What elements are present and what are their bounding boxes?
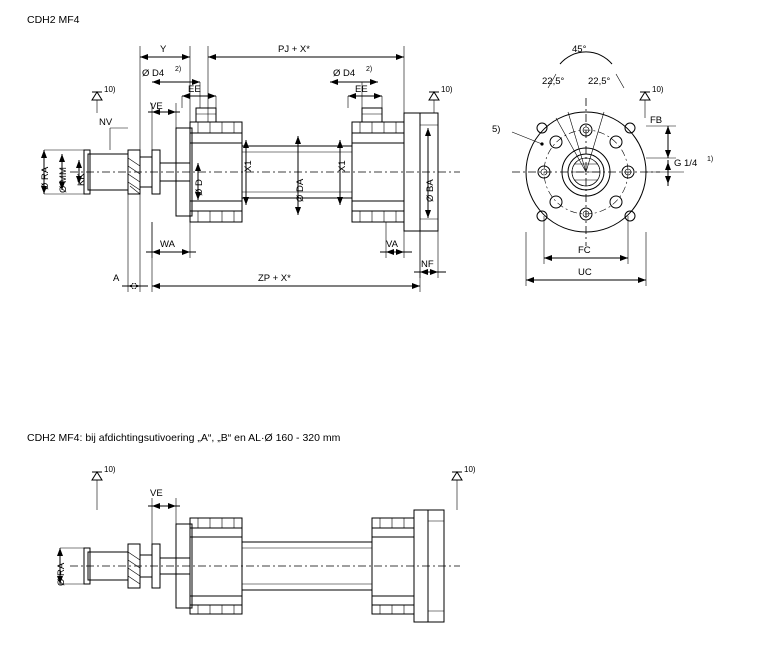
label-kk: KK — [76, 173, 87, 186]
label-d4-right-superscript: 2) — [366, 66, 373, 73]
label-ba: Ø BA — [425, 179, 436, 202]
label-fig3-ra: Ø RA — [56, 562, 67, 586]
label-ee-left: EE — [188, 84, 201, 95]
label-ground-symbol-right: 10) — [441, 85, 453, 94]
label-d4-right: Ø D4 — [333, 68, 356, 79]
label-x1-left: X1 — [243, 160, 254, 172]
label-fc: FC — [578, 245, 591, 256]
label-zp-x: ZP + X* — [258, 273, 291, 284]
label-angle-45: 45° — [572, 44, 587, 55]
figure3-title: CDH2 MF4: bij afdichtingsutivoering „A“, „B“ en AL·Ø 160 - 320 mm — [27, 432, 341, 444]
label-d4-left-superscript: 2) — [175, 66, 182, 73]
label-wa: WA — [160, 239, 175, 250]
label-note-5: 5) — [492, 124, 501, 135]
figure3-cylinder-geometry — [57, 472, 462, 622]
label-angle-22-5-b: 22,5° — [588, 76, 611, 87]
label-a: A — [113, 273, 120, 284]
figure1-cylinder-geometry — [70, 92, 460, 231]
figure1-title: CDH2 MF4 — [27, 14, 80, 26]
label-mm: Ø MM — [58, 167, 69, 193]
label-nf: NF — [421, 259, 434, 270]
label-fig3-ground-left: 10) — [104, 465, 116, 474]
label-ra: Ø RA — [40, 166, 51, 190]
label-d: Ø D — [194, 179, 205, 196]
label-nv: NV — [99, 117, 113, 128]
label-g14: G 1/4 — [674, 158, 698, 169]
label-pj-x: PJ + X* — [278, 44, 310, 55]
label-ee-right: EE — [355, 84, 368, 95]
label-y: Y — [160, 44, 167, 55]
label-fb: FB — [650, 115, 663, 126]
label-uc: UC — [578, 267, 592, 278]
label-g14-superscript: 1) — [707, 156, 714, 163]
label-angle-22-5-a: 22,5° — [542, 76, 565, 87]
label-ground-symbol-left: 10) — [104, 85, 116, 94]
label-fig3-ve: VE — [150, 488, 163, 499]
label-da: Ø DA — [295, 178, 306, 202]
label-d4-left: Ø D4 — [142, 68, 165, 79]
label-va: VA — [386, 239, 398, 250]
label-ground-symbol-flange: 10) — [652, 85, 664, 94]
label-fig3-ground-right: 10) — [464, 465, 476, 474]
label-ve: VE — [150, 101, 163, 112]
label-x1-right: X1 — [337, 160, 348, 172]
